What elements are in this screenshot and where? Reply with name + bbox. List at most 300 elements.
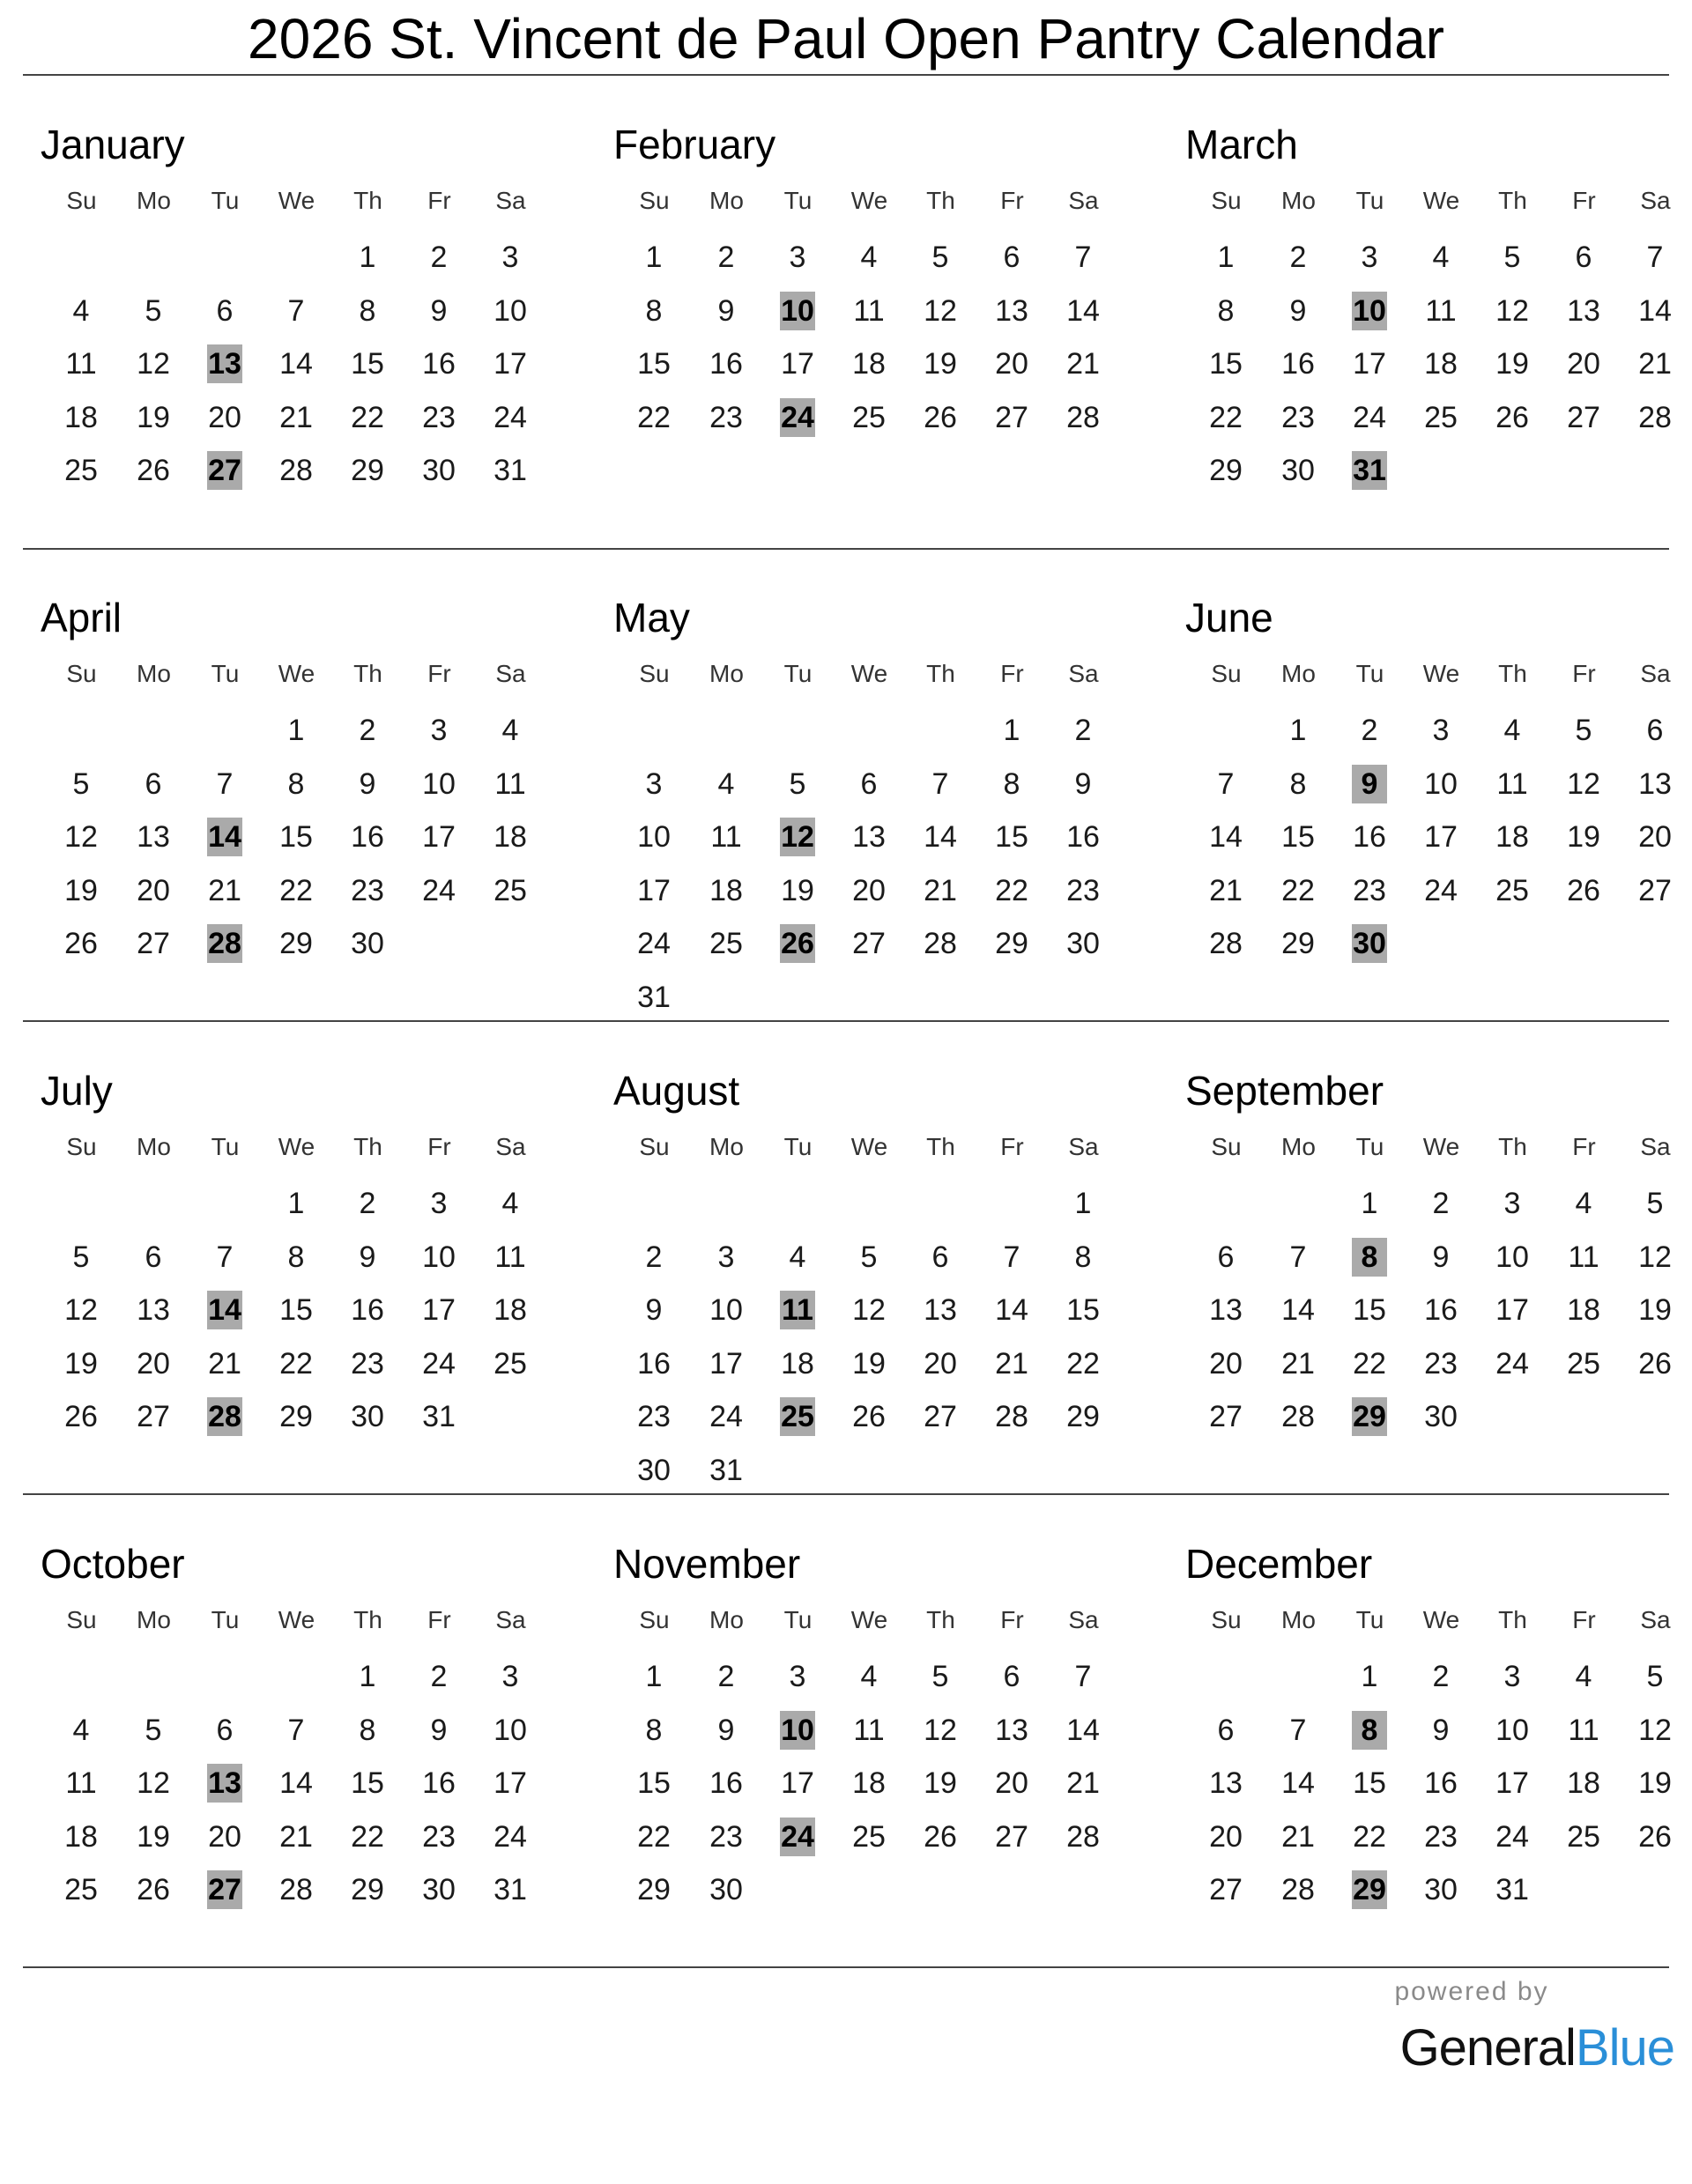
day-cell: 24	[1353, 400, 1386, 434]
day-cell: 3	[430, 714, 448, 747]
day-cell: 11	[1568, 1713, 1599, 1747]
day-cell: 4	[1575, 1187, 1592, 1220]
weekday-header: Sa	[495, 187, 526, 214]
day-cell: 4	[717, 766, 735, 801]
pantry-day-highlight: 29	[1352, 1397, 1387, 1436]
weekday-header: Tu	[211, 1133, 240, 1160]
day-cell: 5	[931, 1660, 949, 1693]
day-cell: 19	[924, 1766, 957, 1800]
day-cell: 5	[1646, 1660, 1664, 1693]
day-cell: 2	[1432, 1660, 1450, 1693]
day-cell: 28	[1066, 400, 1100, 434]
day-cell: 16	[351, 1293, 384, 1327]
weekday-header: Fr	[1572, 660, 1596, 687]
day-cell: 17	[422, 1293, 456, 1327]
day-cell: 15	[351, 1766, 384, 1800]
day-cell: 14	[1281, 1293, 1315, 1327]
day-cell: 24	[1495, 1819, 1529, 1854]
weekday-header: Mo	[137, 1606, 171, 1633]
day-cell: 9	[1074, 766, 1092, 801]
day-cell: 7	[1289, 1713, 1307, 1747]
day-cell: 30	[1424, 1400, 1458, 1433]
weekday-header: Fr	[427, 1606, 451, 1633]
day-cell: 3	[1432, 714, 1450, 747]
day-cell: 1	[1289, 714, 1307, 747]
month-september	[1168, 946, 1672, 1433]
day-cell: 17	[1424, 820, 1458, 854]
day-cell: 17	[422, 820, 456, 854]
day-cell: 12	[1638, 1713, 1672, 1747]
day-cell: 10	[1495, 1240, 1529, 1274]
day-cell: 6	[145, 1240, 162, 1274]
day-cell: 20	[208, 400, 241, 434]
pantry-day-highlight: 24	[780, 398, 815, 437]
weekday-header: Mo	[1281, 187, 1316, 214]
month-name: October	[41, 1541, 185, 1587]
day-cell: 31	[494, 1873, 527, 1906]
weekday-header: Th	[353, 1133, 382, 1160]
day-cell: 15	[279, 1293, 313, 1327]
weekday-header: Mo	[1281, 660, 1316, 687]
day-cell: 2	[359, 714, 376, 747]
month-november	[596, 1419, 1100, 1906]
pantry-day-highlight: 8	[1352, 1711, 1387, 1750]
weekday-header: Fr	[1000, 187, 1024, 214]
day-cell: 7	[287, 1713, 305, 1747]
day-cell: 13	[137, 1293, 170, 1327]
day-cell: 21	[1638, 347, 1672, 381]
day-cell: 6	[860, 766, 878, 801]
day-cell: 27	[1209, 1400, 1243, 1433]
weekday-header: Fr	[1572, 1133, 1596, 1160]
day-cell: 7	[1646, 241, 1664, 274]
weekday-header: Tu	[783, 1133, 813, 1160]
day-cell: 25	[1495, 873, 1529, 907]
weekday-header: Tu	[1355, 1133, 1384, 1160]
day-cell: 23	[351, 1346, 384, 1381]
day-cell: 28	[1281, 1400, 1315, 1433]
day-cell: 1	[1361, 1660, 1378, 1693]
weekday-header: Su	[639, 1606, 670, 1633]
month-name: March	[1185, 122, 1298, 167]
day-cell: 23	[422, 1819, 456, 1854]
day-cell: 16	[709, 347, 743, 381]
day-cell: 2	[359, 1187, 376, 1220]
day-cell: 10	[1495, 1713, 1529, 1747]
weekday-header: Mo	[709, 1606, 744, 1633]
day-cell: 22	[1209, 400, 1243, 434]
day-cell: 18	[1424, 347, 1458, 381]
day-cell: 21	[995, 1346, 1028, 1381]
day-cell: 12	[924, 293, 957, 328]
day-cell: 9	[430, 293, 448, 328]
day-cell: 25	[1567, 1819, 1600, 1854]
weekday-header: Sa	[1068, 187, 1099, 214]
day-cell: 24	[637, 927, 671, 960]
day-cell: 24	[494, 400, 527, 434]
day-cell: 7	[1074, 1660, 1092, 1693]
day-cell: 6	[1646, 714, 1664, 747]
pantry-day-highlight: 27	[207, 451, 242, 490]
day-cell: 21	[208, 873, 241, 907]
day-cell: 13	[1209, 1766, 1243, 1800]
month-name: May	[613, 595, 690, 640]
day-cell: 6	[931, 1240, 949, 1274]
day-cell: 17	[1495, 1293, 1529, 1327]
weekday-header: Su	[66, 1606, 97, 1633]
day-cell: 18	[1495, 820, 1529, 854]
weekday-header: Fr	[427, 1133, 451, 1160]
day-cell: 21	[1066, 347, 1100, 381]
day-cell: 17	[1495, 1766, 1529, 1800]
day-cell: 1	[645, 1660, 663, 1693]
day-cell: 4	[72, 293, 90, 328]
day-cell: 19	[137, 1819, 170, 1854]
day-cell: 28	[995, 1400, 1028, 1433]
weekday-header: Th	[926, 187, 955, 214]
day-cell: 21	[279, 400, 313, 434]
day-cell: 9	[645, 1293, 663, 1327]
weekday-header: Th	[926, 1606, 955, 1633]
day-cell: 15	[1281, 820, 1315, 854]
day-cell: 20	[137, 1346, 170, 1381]
weekday-header: Th	[1498, 1133, 1527, 1160]
day-cell: 25	[1424, 400, 1458, 434]
day-cell: 14	[995, 1293, 1028, 1327]
day-cell: 20	[1638, 820, 1672, 854]
month-may	[596, 473, 1100, 1014]
day-cell: 28	[1638, 400, 1672, 434]
weekday-header: Tu	[211, 1606, 240, 1633]
weekday-header: Th	[353, 660, 382, 687]
logo-blue-text: Blue	[1575, 2019, 1674, 2077]
weekday-header: Mo	[709, 660, 744, 687]
pantry-day-highlight: 10	[780, 1711, 815, 1750]
day-cell: 11	[853, 1713, 885, 1747]
day-cell: 9	[430, 1713, 448, 1747]
day-cell: 29	[1066, 1400, 1100, 1433]
day-cell: 12	[1495, 293, 1529, 328]
day-cell: 28	[1209, 927, 1243, 960]
day-cell: 29	[995, 927, 1028, 960]
weekday-header: Su	[1211, 187, 1242, 214]
day-cell: 15	[995, 820, 1028, 854]
day-cell: 18	[852, 347, 886, 381]
day-cell: 5	[145, 1713, 162, 1747]
day-cell: 7	[216, 1240, 234, 1274]
day-cell: 27	[1209, 1873, 1243, 1906]
day-cell: 29	[279, 1400, 313, 1433]
day-cell: 19	[924, 347, 957, 381]
pantry-day-highlight: 10	[780, 292, 815, 330]
day-cell: 14	[1281, 1766, 1315, 1800]
day-cell: 8	[1074, 1240, 1092, 1274]
day-cell: 10	[637, 820, 671, 854]
weekday-header: Fr	[1572, 187, 1596, 214]
day-cell: 4	[72, 1713, 90, 1747]
day-cell: 26	[137, 1873, 170, 1906]
day-cell: 15	[637, 347, 671, 381]
day-cell: 22	[1281, 873, 1315, 907]
day-cell: 11	[1496, 766, 1528, 801]
day-cell: 12	[64, 1293, 98, 1327]
day-cell: 4	[1432, 241, 1450, 274]
month-march	[1168, 0, 1672, 487]
day-cell: 1	[359, 1660, 376, 1693]
day-cell: 19	[64, 1346, 98, 1381]
day-cell: 6	[1003, 241, 1020, 274]
day-cell: 9	[717, 1713, 735, 1747]
month-february	[596, 0, 1100, 434]
day-cell: 31	[494, 454, 527, 487]
day-cell: 9	[1432, 1240, 1450, 1274]
month-name: June	[1185, 595, 1273, 640]
pantry-day-highlight: 28	[207, 1397, 242, 1436]
day-cell: 4	[501, 714, 519, 747]
day-cell: 3	[501, 241, 519, 274]
generalblue-logo[interactable]	[1340, 2017, 1674, 2079]
day-cell: 24	[422, 873, 456, 907]
day-cell: 11	[494, 766, 526, 801]
weekday-header: Fr	[1000, 660, 1024, 687]
pantry-day-highlight: 14	[207, 818, 242, 856]
day-cell: 12	[137, 347, 170, 381]
day-cell: 2	[717, 241, 735, 274]
day-cell: 31	[422, 1400, 456, 1433]
day-cell: 19	[781, 873, 814, 907]
day-cell: 2	[1289, 241, 1307, 274]
day-cell: 31	[1495, 1873, 1529, 1906]
day-cell: 15	[351, 347, 384, 381]
day-cell: 22	[1066, 1346, 1100, 1381]
day-cell: 15	[1066, 1293, 1100, 1327]
day-cell: 13	[1209, 1293, 1243, 1327]
day-cell: 5	[789, 766, 806, 801]
weekday-header: Su	[639, 187, 670, 214]
weekday-header: Sa	[1640, 660, 1671, 687]
day-cell: 27	[924, 1400, 957, 1433]
pantry-day-highlight: 9	[1352, 765, 1387, 803]
day-cell: 1	[287, 1187, 305, 1220]
weekday-header: We	[278, 660, 315, 687]
day-cell: 25	[64, 454, 98, 487]
day-cell: 2	[1361, 714, 1378, 747]
day-cell: 10	[1424, 766, 1458, 801]
weekday-header: Su	[66, 1133, 97, 1160]
day-cell: 17	[1353, 347, 1386, 381]
day-cell: 22	[279, 873, 313, 907]
pantry-day-highlight: 30	[1352, 924, 1387, 963]
weekday-header: We	[278, 187, 315, 214]
pantry-day-highlight: 26	[780, 924, 815, 963]
weekday-header: Sa	[495, 1133, 526, 1160]
month-name: February	[613, 122, 776, 167]
day-cell: 6	[216, 293, 234, 328]
day-cell: 29	[351, 1873, 384, 1906]
day-cell: 10	[494, 293, 527, 328]
weekday-header: Th	[926, 1133, 955, 1160]
day-cell: 9	[359, 1240, 376, 1274]
day-cell: 17	[709, 1346, 743, 1381]
weekday-header: Th	[1498, 1606, 1527, 1633]
day-cell: 24	[1495, 1346, 1529, 1381]
day-cell: 9	[359, 766, 376, 801]
day-cell: 5	[931, 241, 949, 274]
day-cell: 19	[1495, 347, 1529, 381]
pantry-day-highlight: 10	[1352, 292, 1387, 330]
day-cell: 26	[924, 1819, 957, 1854]
day-cell: 11	[65, 1766, 97, 1800]
day-cell: 26	[64, 927, 98, 960]
day-cell: 13	[1638, 766, 1672, 801]
day-cell: 1	[1074, 1187, 1092, 1220]
day-cell: 30	[1281, 454, 1315, 487]
day-cell: 3	[717, 1240, 735, 1274]
day-cell: 12	[924, 1713, 957, 1747]
day-cell: 3	[645, 766, 663, 801]
weekday-header: Tu	[783, 1606, 813, 1633]
weekday-header: Tu	[1355, 187, 1384, 214]
month-october	[23, 1419, 527, 1906]
day-cell: 5	[145, 293, 162, 328]
month-june	[1168, 473, 1672, 960]
day-cell: 20	[208, 1819, 241, 1854]
day-cell: 8	[1289, 766, 1307, 801]
day-cell: 15	[279, 820, 313, 854]
day-cell: 20	[1209, 1819, 1243, 1854]
day-cell: 3	[1361, 241, 1378, 274]
weekday-header: Fr	[1572, 1606, 1596, 1633]
pantry-day-highlight: 11	[780, 1291, 815, 1329]
weekday-header: Sa	[495, 1606, 526, 1633]
day-cell: 7	[931, 766, 949, 801]
day-cell: 3	[1503, 1660, 1521, 1693]
day-cell: 2	[430, 1660, 448, 1693]
day-cell: 21	[208, 1346, 241, 1381]
day-cell: 1	[1361, 1187, 1378, 1220]
day-cell: 1	[287, 714, 305, 747]
day-cell: 30	[351, 1400, 384, 1433]
day-cell: 9	[1432, 1713, 1450, 1747]
day-cell: 25	[1567, 1346, 1600, 1381]
day-cell: 3	[1503, 1187, 1521, 1220]
weekday-header: Th	[1498, 187, 1527, 214]
day-cell: 23	[709, 400, 743, 434]
day-cell: 6	[1003, 1660, 1020, 1693]
day-cell: 6	[1575, 241, 1592, 274]
day-cell: 25	[709, 927, 743, 960]
weekday-header: Su	[639, 1133, 670, 1160]
weekday-header: Su	[1211, 1606, 1242, 1633]
weekday-header: Fr	[1000, 1133, 1024, 1160]
day-cell: 21	[1281, 1819, 1315, 1854]
day-cell: 25	[494, 873, 527, 907]
weekday-header: Tu	[783, 187, 813, 214]
day-cell: 5	[1575, 714, 1592, 747]
day-cell: 27	[1638, 873, 1672, 907]
day-cell: 28	[1066, 1819, 1100, 1854]
day-cell: 8	[359, 1713, 376, 1747]
day-cell: 15	[1353, 1293, 1386, 1327]
weekday-header: Th	[1498, 660, 1527, 687]
day-cell: 13	[995, 1713, 1028, 1747]
day-cell: 3	[789, 1660, 806, 1693]
day-cell: 4	[789, 1240, 806, 1274]
day-cell: 1	[1003, 714, 1020, 747]
day-cell: 8	[359, 293, 376, 328]
day-cell: 30	[1066, 927, 1100, 960]
weekday-header: Su	[1211, 1133, 1242, 1160]
day-cell: 5	[72, 766, 90, 801]
weekday-header: Sa	[1640, 1133, 1671, 1160]
weekday-header: Fr	[1000, 1606, 1024, 1633]
weekday-header: Fr	[427, 187, 451, 214]
day-cell: 17	[637, 873, 671, 907]
day-cell: 18	[852, 1766, 886, 1800]
day-cell: 21	[1281, 1346, 1315, 1381]
day-cell: 8	[287, 766, 305, 801]
day-cell: 27	[995, 400, 1028, 434]
day-cell: 4	[1575, 1660, 1592, 1693]
day-cell: 18	[64, 1819, 98, 1854]
day-cell: 24	[494, 1819, 527, 1854]
day-cell: 18	[1567, 1766, 1600, 1800]
weekday-header: Sa	[1640, 1606, 1671, 1633]
weekday-header: Su	[639, 660, 670, 687]
day-cell: 12	[137, 1766, 170, 1800]
day-cell: 14	[279, 347, 313, 381]
day-cell: 16	[1424, 1293, 1458, 1327]
page-title: 2026 St. Vincent de Paul Open Pantry Calendar	[248, 7, 1444, 70]
day-cell: 31	[637, 980, 671, 1014]
pantry-day-highlight: 13	[207, 344, 242, 383]
weekday-header: We	[850, 1606, 888, 1633]
day-cell: 5	[860, 1240, 878, 1274]
day-cell: 18	[494, 820, 527, 854]
weekday-header: Tu	[211, 660, 240, 687]
day-cell: 20	[924, 1346, 957, 1381]
day-cell: 23	[637, 1400, 671, 1433]
weekday-header: We	[850, 1133, 888, 1160]
day-cell: 27	[137, 1400, 170, 1433]
weekday-header: Sa	[495, 660, 526, 687]
day-cell: 19	[852, 1346, 886, 1381]
weekday-header: Su	[66, 660, 97, 687]
weekday-header: Su	[66, 187, 97, 214]
day-cell: 22	[637, 1819, 671, 1854]
day-cell: 18	[1567, 1293, 1600, 1327]
day-cell: 7	[1217, 766, 1235, 801]
day-cell: 11	[1568, 1240, 1599, 1274]
weekday-header: Th	[353, 187, 382, 214]
day-cell: 23	[422, 400, 456, 434]
day-cell: 20	[995, 1766, 1028, 1800]
day-cell: 20	[1567, 347, 1600, 381]
day-cell: 26	[1567, 873, 1600, 907]
month-name: January	[41, 122, 185, 167]
weekday-header: We	[1422, 187, 1460, 214]
day-cell: 27	[1567, 400, 1600, 434]
day-cell: 30	[422, 1873, 456, 1906]
day-cell: 2	[645, 1240, 663, 1274]
day-cell: 10	[422, 1240, 456, 1274]
month-name: August	[613, 1068, 740, 1114]
day-cell: 8	[645, 1713, 663, 1747]
day-cell: 26	[852, 1400, 886, 1433]
weekday-header: Su	[1211, 660, 1242, 687]
day-cell: 24	[422, 1346, 456, 1381]
day-cell: 22	[637, 400, 671, 434]
